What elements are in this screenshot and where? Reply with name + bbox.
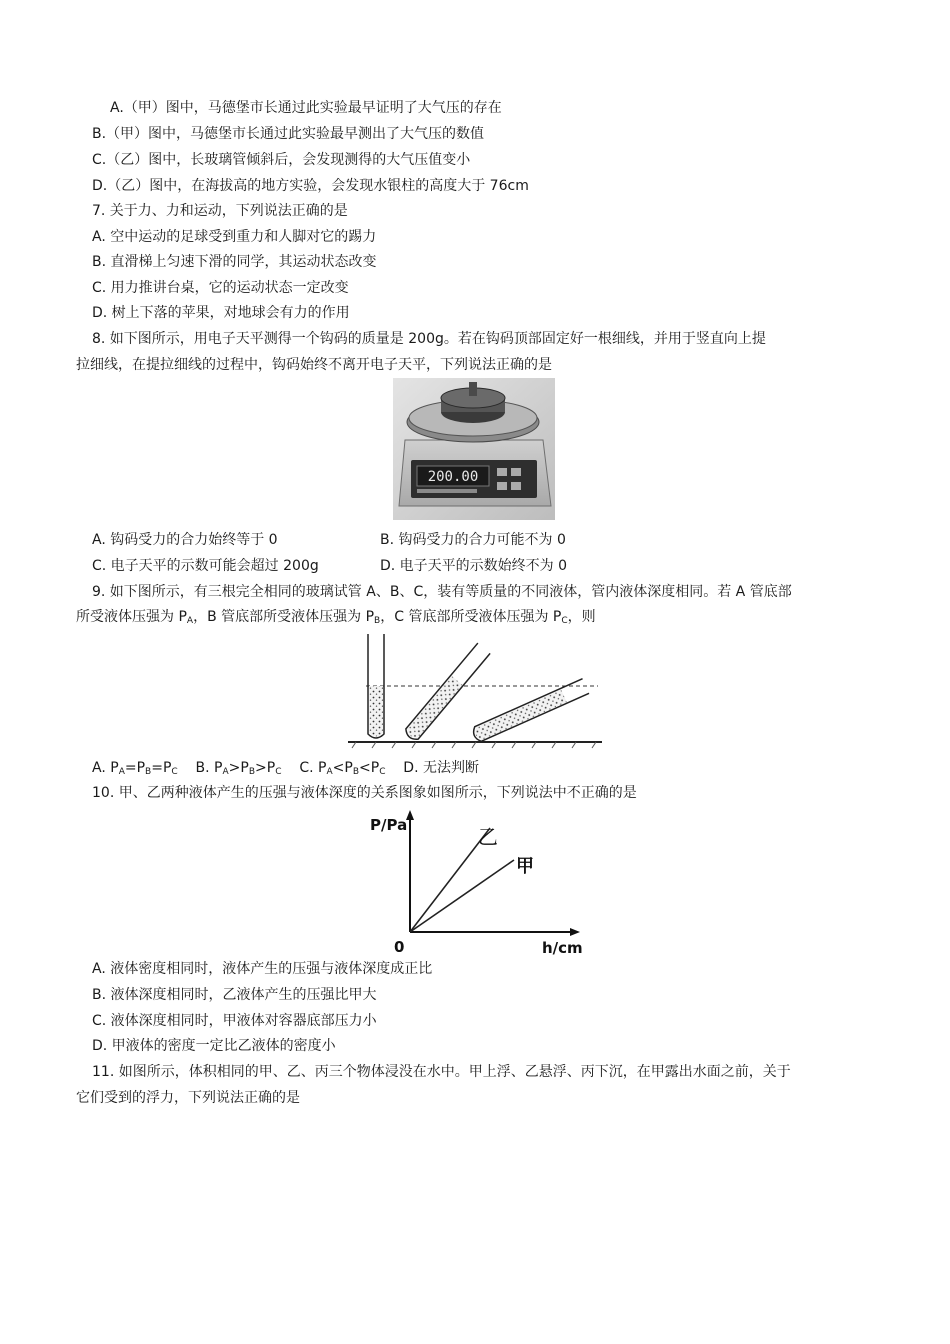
q9-opt-c-sub-c: C [379,767,386,777]
q9-opt-a-sub-b: B [145,767,152,777]
q8-stem-line1: 8. 如下图所示，用电子天平测得一个钩码的质量是 200g。若在钩码顶部固定好一根细线，并用于竖直向上提 [92,331,766,347]
q9-opt-c-sub-b: B [352,767,359,777]
q10-option-b: B. 液体深度相同时，乙液体产生的压强比甲大 [92,987,377,1003]
q9-options [92,758,479,782]
origin-label: 0 [394,938,405,956]
q7-option-c: C. 用力推讲台桌，它的运动状态一定改变 [92,280,349,296]
q7-stem: 7. 关于力、力和运动，下列说法正确的是 [92,203,348,219]
balance-display-readout: 200.00 [427,469,479,485]
pressure-depth-graph [366,808,588,958]
q9-opt-b-prefix: B. P [195,760,223,776]
q9-opt-b-gt2: >P [255,760,276,776]
q7-option-b: B. 直滑梯上匀速下滑的同学，其运动状态改变 [92,254,377,270]
q9-opt-a-sub-a: A [118,767,125,777]
q8-option-b: B. 钩码受力的合力可能不为 0 [380,532,566,548]
test-tubes-diagram [348,630,602,752]
q9-stem-line2 [76,607,596,631]
q9-text-4: ，则 [567,609,596,625]
q7-option-a: A. 空中运动的足球受到重力和人脚对它的踢力 [92,229,377,245]
q9-sub-b: B [374,616,381,626]
q9-opt-b-gt1: >P [228,760,249,776]
q6-option-b: B.（甲）图中，马德堡市长通过此实验最早测出了大气压的数值 [92,126,485,142]
q10-option-c: C. 液体深度相同时，甲液体对容器底部压力小 [92,1013,377,1029]
q11-stem-line2: 它们受到的浮力，下列说法正确的是 [76,1090,300,1106]
q9-opt-a-sub-c: C [171,767,178,777]
q9-opt-c-sub-a: A [326,767,333,777]
electronic-balance-figure [393,378,555,520]
x-axis-label: h/cm [542,939,583,957]
q9-stem-line1: 9. 如下图所示，有三根完全相同的玻璃试管 A、B、C，装有等质量的不同液体，管内液体深度相同。若 A 管底部 [92,584,792,600]
q9-sub-a: A [186,616,194,626]
q6-option-c: C.（乙）图中，长玻璃管倾斜后，会发现测得的大气压值变小 [92,152,471,168]
q8-option-d: D. 电子天平的示数始终不为 0 [380,558,568,574]
q7-option-d: D. 树上下落的苹果，对地球会有力的作用 [92,305,350,321]
q9-text-1: 所受液体压强为 P [76,609,187,625]
electronic-balance-image [393,378,555,520]
test-tubes-figure [348,630,602,752]
q9-sub-c: C [561,616,568,626]
pressure-depth-graph-svg [366,808,588,958]
q9-opt-c-prefix: C. P [299,760,327,776]
q9-text-3: ，C 管底部所受液体压强为 P [380,609,562,625]
q9-opt-a-eq2: =P [151,760,172,776]
q8-stem-line2: 拉细线，在提拉细线的过程中，钩码始终不离开电子天平，下列说法正确的是 [76,357,552,373]
q8-option-a: A. 钩码受力的合力始终等于 0 [92,532,278,548]
line-jia [410,860,514,932]
q9-opt-b-sub-c: C [275,767,282,777]
q6-option-a: A.（甲）图中，马德堡市长通过此实验最早证明了大气压的存在 [110,100,502,116]
line-yi-label: 乙 [478,825,498,849]
q9-opt-a-eq1: =P [124,760,146,776]
q9-text-2: ，B 管底部所受液体压强为 P [193,609,375,625]
y-axis-label: P/Pa [370,816,408,834]
q9-opt-a-prefix: A. P [92,760,119,776]
line-jia-label: 甲 [516,856,534,877]
q9-opt-c-lt1: <P [332,760,353,776]
q9-opt-b-sub-a: A [222,767,229,777]
q8-option-c: C. 电子天平的示数可能会超过 200g [92,558,319,574]
q10-option-a: A. 液体密度相同时，液体产生的压强与液体深度成正比 [92,961,433,977]
q10-option-d: D. 甲液体的密度一定比乙液体的密度小 [92,1038,336,1054]
x-axis-arrow [570,928,580,936]
q6-option-d: D.（乙）图中，在海拔高的地方实验，会发现水银柱的高度大于 76cm [92,178,529,194]
y-axis-arrow [406,810,414,820]
q10-stem: 10. 甲、乙两种液体产生的压强与液体深度的关系图象如图所示，下列说法中不正确的是 [92,785,637,801]
q11-stem-line1: 11. 如图所示，体积相同的甲、乙、丙三个物体浸没在水中。甲上浮、乙悬浮、丙下沉，在甲露出水面之前，关于 [92,1064,791,1080]
q9-opt-b-sub-b: B [248,767,256,777]
q9-opt-d: D. 无法判断 [403,760,479,776]
q9-opt-c-lt2: <P [359,760,380,776]
